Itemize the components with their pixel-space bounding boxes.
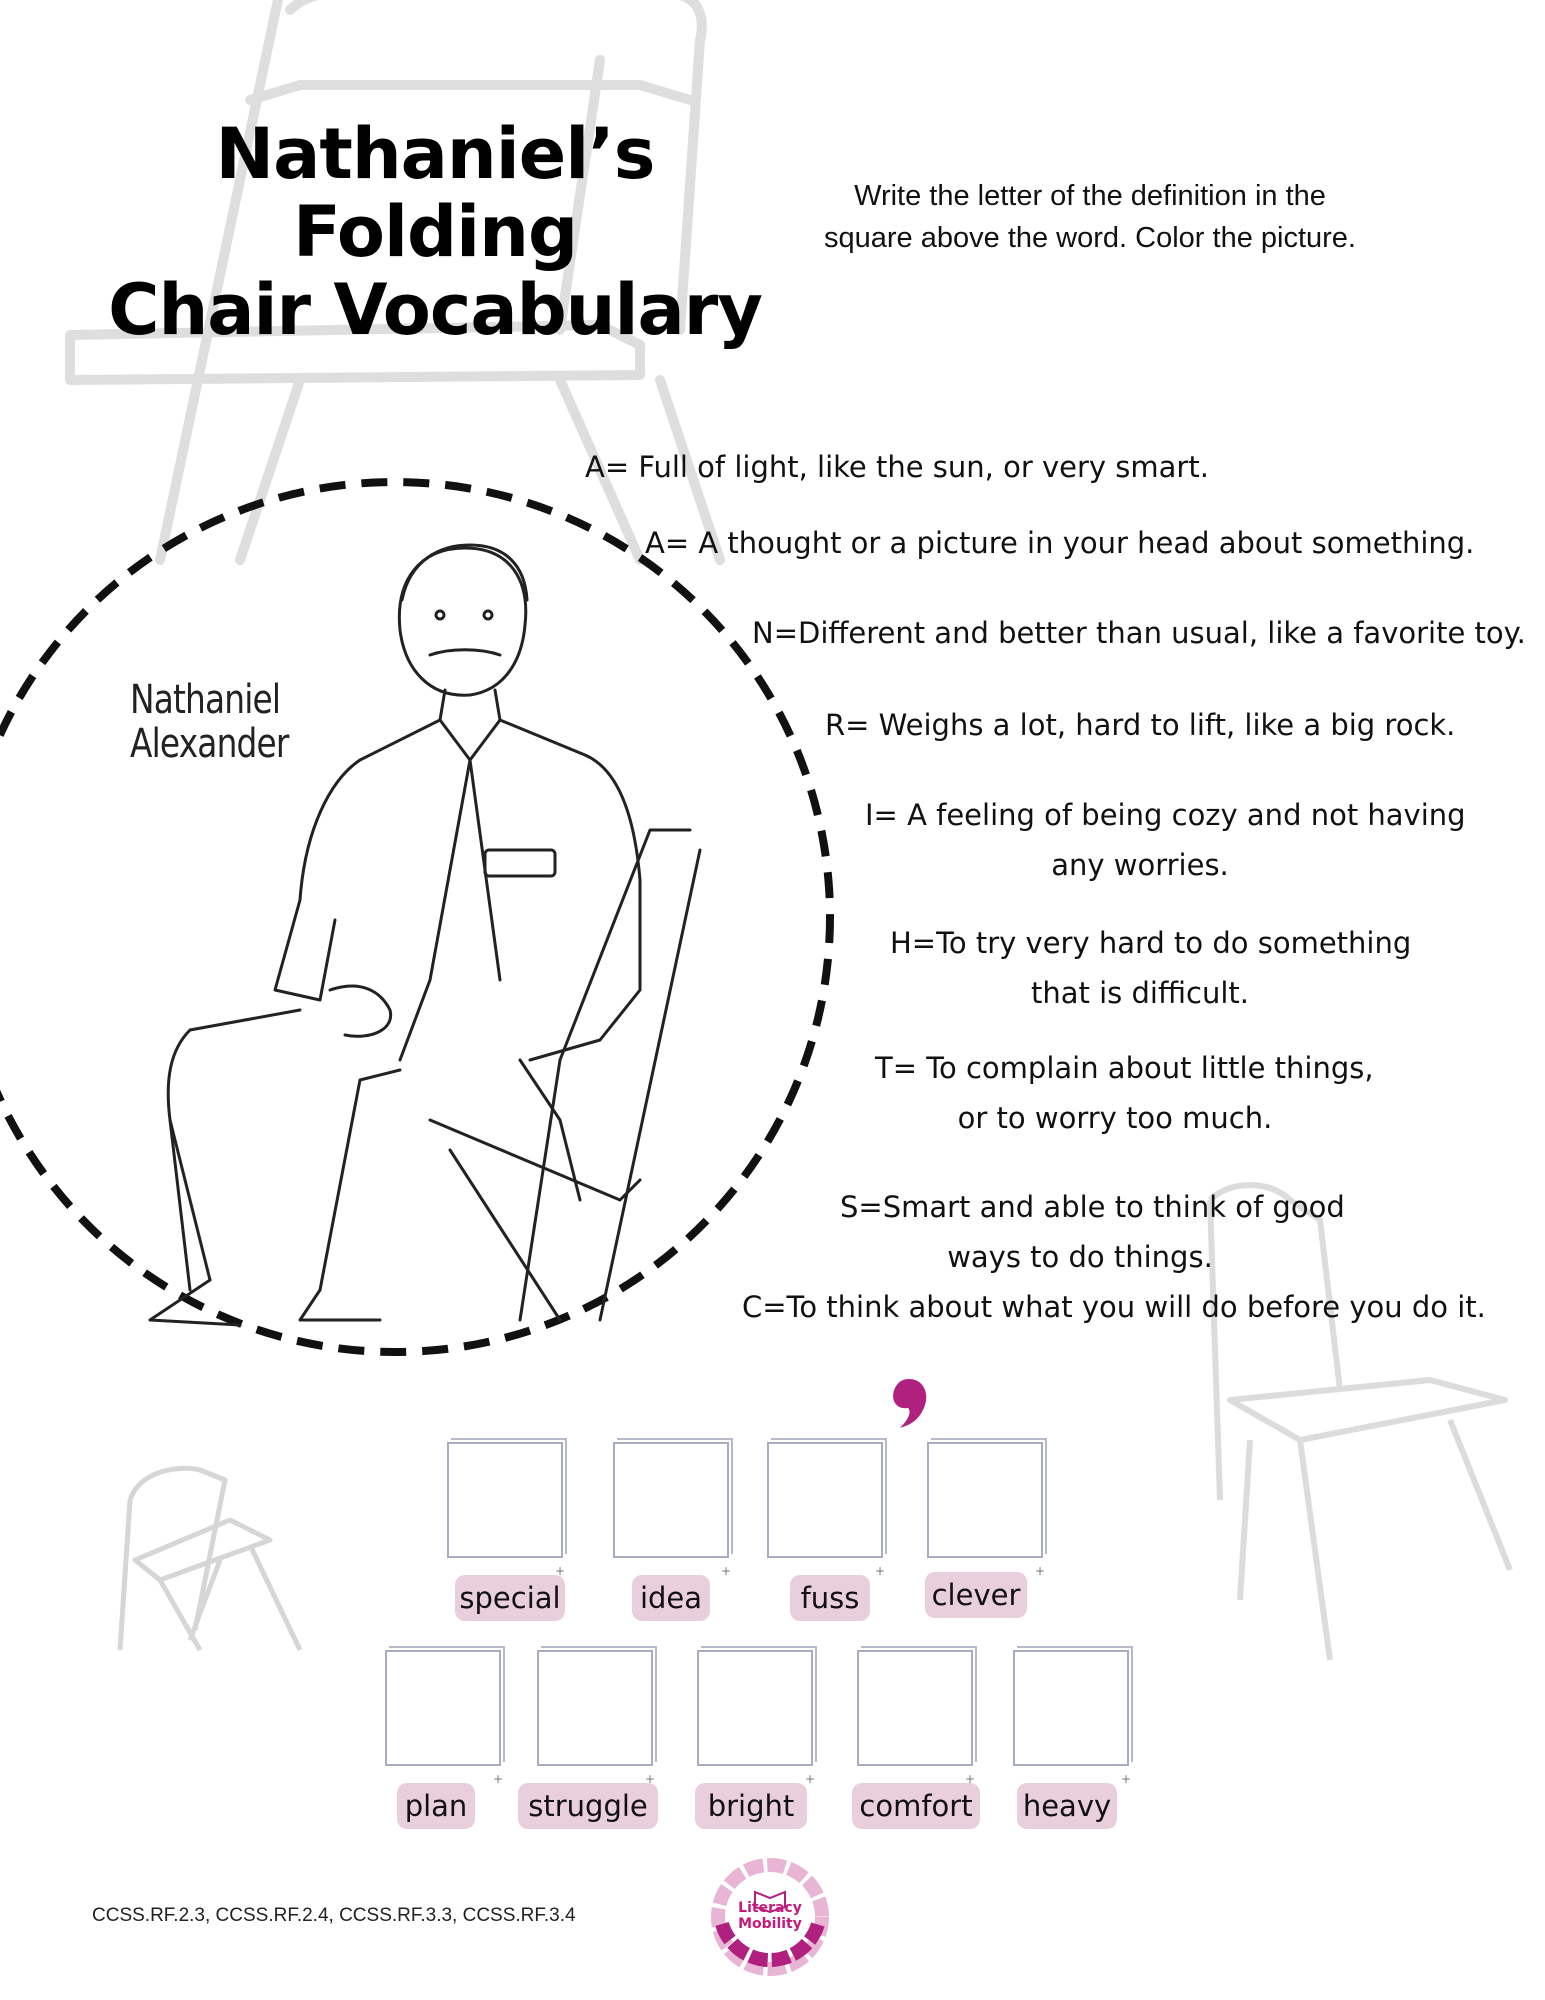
definition-item (645, 518, 1474, 568)
definition-line: H=To try very hard to do something (890, 926, 1412, 960)
definition-item (742, 1282, 1486, 1332)
word-label: special (455, 1575, 565, 1621)
definition-line: I= A feeling of being cozy and not having (865, 798, 1466, 832)
portrait-label-line: Nathaniel (130, 677, 281, 723)
page-title (95, 115, 775, 349)
definition-line: S=Smart and able to think of good (840, 1190, 1345, 1224)
definition-line: T= To complain about little things, (875, 1051, 1374, 1085)
definition-line: or to worry too much. (957, 1101, 1273, 1135)
portrait-illustration (150, 545, 700, 1325)
definition-line: N=Different and better than usual, like a favorite toy. (752, 616, 1526, 650)
answer-box-plan[interactable] (385, 1650, 501, 1766)
comma-ornament-icon (893, 1379, 926, 1428)
definition-line: ways to do things. (947, 1240, 1213, 1274)
definition-item (752, 608, 1526, 658)
answer-box-comfort[interactable] (857, 1650, 973, 1766)
literacy-mobility-logo (705, 1852, 835, 1982)
definition-line: A= A thought or a picture in your head about something. (645, 526, 1475, 560)
answer-box-special[interactable] (447, 1442, 563, 1558)
word-label: heavy (1017, 1783, 1117, 1829)
answer-box-clever[interactable] (927, 1442, 1043, 1558)
definition-item (840, 1182, 1345, 1282)
definition-item (585, 442, 1209, 492)
word-label: fuss (790, 1575, 870, 1621)
definition-line: R= Weighs a lot, hard to lift, like a big rock. (825, 708, 1456, 742)
logo-text: Literacy Mobility (738, 1900, 802, 1932)
title-line: Chair Vocabulary (108, 269, 762, 351)
word-label: plan (397, 1783, 475, 1829)
answer-box-idea[interactable] (613, 1442, 729, 1558)
portrait-label (130, 678, 294, 766)
answer-box-heavy[interactable] (1013, 1650, 1129, 1766)
word-label: clever (925, 1572, 1027, 1618)
answer-box-fuss[interactable] (767, 1442, 883, 1558)
definition-line: any worries. (1051, 848, 1229, 882)
word-label: struggle (518, 1783, 658, 1829)
word-label: idea (632, 1575, 710, 1621)
instruction-line: Write the letter of the definition in the (854, 180, 1326, 212)
portrait-label-line: Alexander (130, 721, 289, 767)
small-chair-left-illustration (120, 1468, 300, 1650)
instructions (770, 175, 1410, 259)
definition-item (825, 700, 1455, 750)
definition-line: that is difficult. (1031, 976, 1249, 1010)
definition-item (865, 790, 1466, 890)
standards-text: CCSS.RF.2.3, CCSS.RF.2.4, CCSS.RF.3.3, CCSS.RF.3.4 (92, 1905, 576, 1926)
definition-item (890, 918, 1412, 1018)
definition-item (875, 1043, 1374, 1143)
instruction-line: square above the word. Color the picture. (824, 222, 1356, 254)
definition-line: C=To think about what you will do before you do it. (742, 1290, 1486, 1324)
title-line: Nathaniel’s Folding (215, 113, 655, 273)
dashed-circle-frame (0, 482, 830, 1352)
answer-box-struggle[interactable] (537, 1650, 653, 1766)
definition-line: A= Full of light, like the sun, or very smart. (585, 450, 1209, 484)
word-label: comfort (852, 1783, 980, 1829)
word-label: bright (695, 1783, 807, 1829)
answer-box-bright[interactable] (697, 1650, 813, 1766)
